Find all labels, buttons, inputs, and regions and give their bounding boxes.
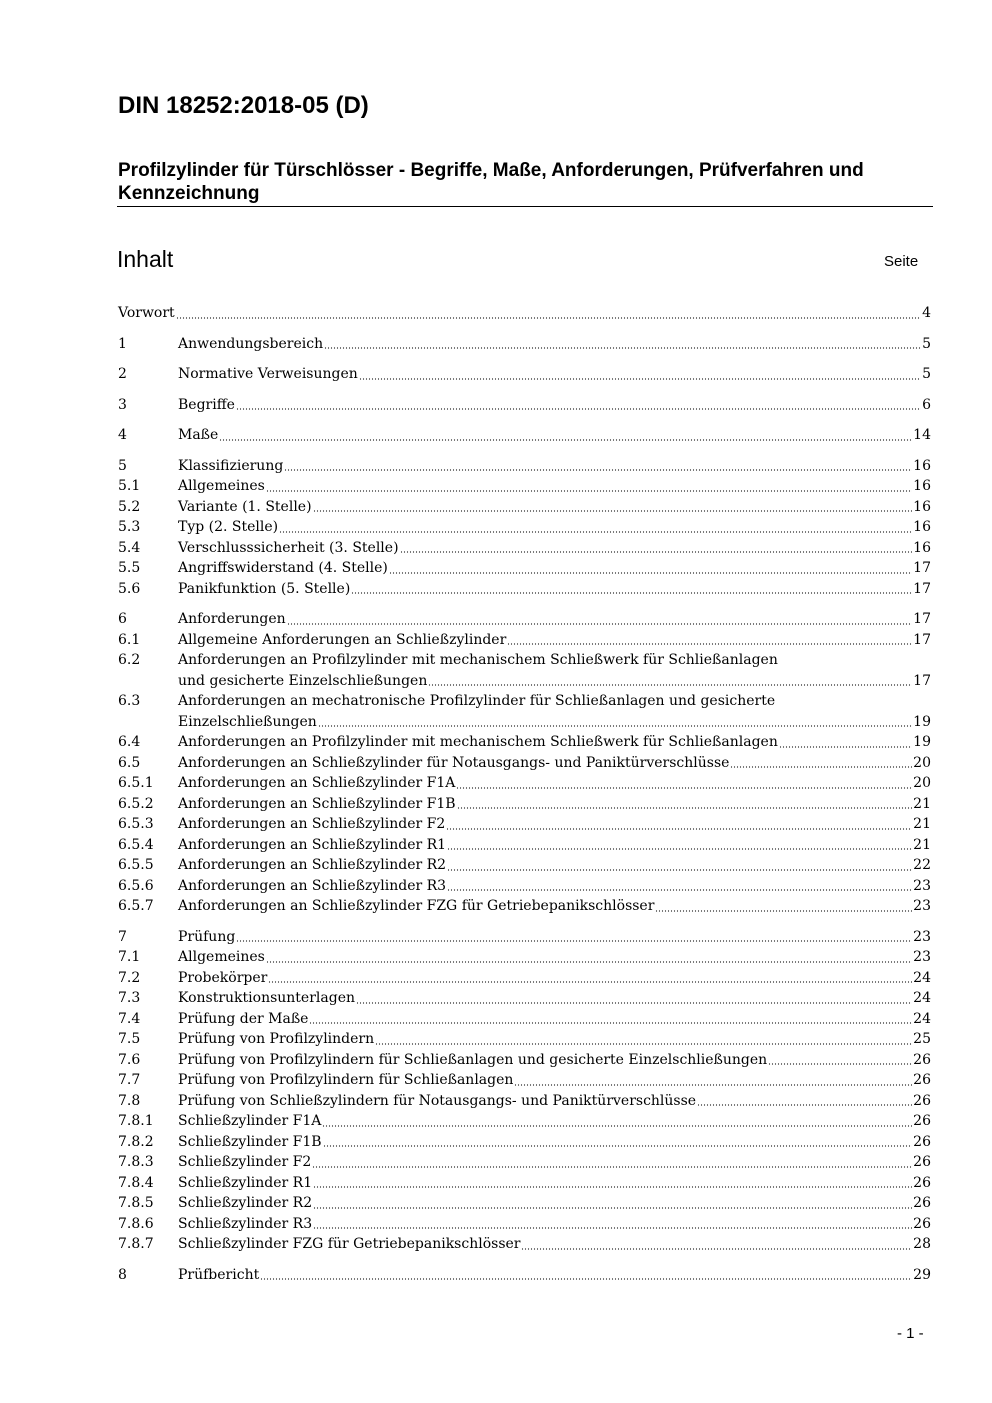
- toc-dot-leader: [322, 1125, 912, 1127]
- toc-entry-title: Anforderungen: [178, 611, 286, 627]
- toc-entry[interactable]: [118, 650, 931, 691]
- toc-entry-number: 7.8.4: [118, 1174, 154, 1191]
- toc-entry-title: Panikfunktion (5. Stelle): [178, 580, 351, 597]
- toc-entry-page: 24: [913, 969, 931, 986]
- toc-entry-title: Schließzylinder R3: [178, 1215, 313, 1232]
- toc-entry-number: 6.5.2: [118, 795, 154, 812]
- toc-entry-title-continued: Einzelschließungen: [178, 713, 317, 730]
- toc-dot-leader: [313, 1227, 912, 1229]
- toc-dot-leader: [266, 490, 912, 492]
- toc-dot-leader: [456, 787, 912, 789]
- toc-entry-title: Konstruktionsunterlagen: [178, 990, 355, 1006]
- toc-entry-number: 7.3: [118, 990, 141, 1006]
- document-title: DIN 18252:2018-05 (D): [118, 92, 369, 119]
- toc-dot-leader: [697, 1104, 912, 1106]
- toc-entry-title: Verschlusssicherheit (3. Stelle): [178, 539, 399, 556]
- toc-entry-number: 7.8.6: [118, 1215, 154, 1232]
- toc-entry[interactable]: [118, 876, 931, 897]
- header-divider: [117, 206, 933, 207]
- toc-entry-title: Schließzylinder R1: [178, 1174, 313, 1191]
- toc-entry-page: 16: [913, 539, 931, 556]
- toc-entry-number: 5: [118, 457, 127, 474]
- toc-entry-page: 28: [913, 1236, 931, 1252]
- toc-entry-number: 5.6: [118, 580, 141, 597]
- toc-entry-page: 26: [913, 1195, 931, 1211]
- toc-dot-leader: [356, 1002, 912, 1004]
- toc-dot-leader: [260, 1278, 912, 1280]
- toc-entry-number: 4: [118, 427, 127, 443]
- toc-entry-number: 5.2: [118, 498, 141, 515]
- toc-entry-title: Probekörper: [178, 969, 268, 986]
- toc-entry-page: 23: [913, 877, 931, 894]
- toc-entry-number: 7.7: [118, 1072, 141, 1088]
- toc-dot-leader: [768, 1063, 912, 1065]
- toc-entry-number: 6.5: [118, 754, 141, 771]
- toc-dot-leader: [313, 1186, 912, 1188]
- toc-entry-title: Anforderungen an Schließzylinder R2: [178, 857, 447, 873]
- toc-entry-number: 5.3: [118, 519, 141, 535]
- toc-entry[interactable]: [118, 1265, 931, 1286]
- toc-entry[interactable]: [118, 579, 931, 600]
- toc-entry[interactable]: [118, 395, 931, 416]
- toc-entry-number: 2: [118, 366, 127, 382]
- toc-entry-title: Anforderungen an Schließzylinder F1B: [178, 795, 456, 812]
- toc-entry-title-continued: und gesicherte Einzelschließungen: [178, 672, 428, 689]
- toc-entry-number: 7.8.7: [118, 1236, 154, 1252]
- toc-dot-leader: [514, 1084, 912, 1086]
- toc-entry-title: Schließzylinder R2: [178, 1195, 313, 1211]
- toc-entry-title: Anforderungen an Schließzylinder F2: [178, 816, 446, 832]
- toc-entry-page: 23: [913, 898, 931, 914]
- toc-entry-title: Anforderungen an Schließzylinder für Notausgangs- und Paniktürverschlüsse: [178, 754, 730, 771]
- toc-entry-page: 23: [913, 949, 931, 965]
- toc-entry-page: 19: [913, 734, 931, 750]
- toc-entry-title: Schließzylinder FZG für Getriebepanikschlösser: [178, 1236, 521, 1252]
- toc-entry-page: 26: [913, 1113, 931, 1129]
- toc-dot-leader: [447, 848, 912, 850]
- toc-entry-title: Schließzylinder F2: [178, 1154, 312, 1170]
- toc-entry[interactable]: [118, 303, 931, 324]
- toc-entry[interactable]: [118, 896, 931, 917]
- toc-entry-title: Prüfbericht: [178, 1266, 260, 1283]
- toc-dot-leader: [266, 961, 912, 963]
- toc-entry[interactable]: [118, 1214, 931, 1235]
- toc-entry-title: Anforderungen an Profilzylinder mit mechanischem Schließwerk für Schließanlagen: [178, 652, 778, 668]
- toc-entry-title: Anforderungen an Profilzylinder mit mechanischem Schließwerk für Schließanlagen: [178, 734, 778, 750]
- toc-entry[interactable]: [118, 1050, 931, 1071]
- toc-entry[interactable]: [118, 1070, 931, 1091]
- toc-entry-number: 6.4: [118, 734, 141, 750]
- toc-entry-page: 26: [913, 1154, 931, 1170]
- toc-entry-number: 7.8.2: [118, 1133, 154, 1150]
- toc-entry-number: 3: [118, 396, 127, 413]
- toc-entry-title: Klassifizierung: [178, 457, 284, 474]
- toc-entry-page: 19: [913, 713, 931, 730]
- toc-entry[interactable]: [118, 1152, 931, 1173]
- toc-entry-number: 7.8.3: [118, 1154, 154, 1170]
- toc-entry[interactable]: [118, 855, 931, 876]
- toc-entry[interactable]: [118, 425, 931, 446]
- toc-entry[interactable]: [118, 1111, 931, 1132]
- toc-entry-title: Begriffe: [178, 396, 235, 413]
- toc-entry-page: 17: [913, 611, 931, 627]
- toc-entry-page: 21: [913, 795, 931, 812]
- toc-entry-page: 21: [913, 836, 931, 853]
- toc-dot-leader: [359, 378, 921, 380]
- toc-dot-leader: [279, 531, 912, 533]
- toc-entry[interactable]: [118, 1173, 931, 1194]
- toc-entry-number: 6.5.5: [118, 857, 154, 873]
- toc-entry[interactable]: [118, 773, 931, 794]
- toc-entry-page: 6: [922, 396, 931, 413]
- toc-entry-title: Typ (2. Stelle): [178, 519, 279, 535]
- toc-dot-leader: [389, 572, 912, 574]
- toc-entry-number: 8: [118, 1266, 127, 1283]
- toc-entry[interactable]: [118, 630, 931, 651]
- toc-entry-page: 16: [913, 457, 931, 474]
- toc-entry-page: 14: [913, 427, 931, 443]
- toc-dot-leader: [268, 981, 912, 983]
- toc-entry-title: Anforderungen an Schließzylinder R1: [178, 836, 447, 853]
- toc-dot-leader: [779, 746, 912, 748]
- toc-heading: Inhalt: [117, 246, 174, 272]
- toc-entry-title: Anwendungsbereich: [178, 335, 324, 352]
- toc-entry-page: 23: [913, 928, 931, 945]
- toc-entry-title: Prüfung von Profilzylindern für Schließanlagen: [178, 1072, 514, 1088]
- toc-entry-page: 24: [913, 1010, 931, 1027]
- toc-entry[interactable]: [118, 1009, 931, 1030]
- toc-entry-page: 16: [913, 498, 931, 515]
- toc-entry-number: 6.2: [118, 652, 141, 668]
- toc-entry-page: 26: [913, 1215, 931, 1232]
- toc-entry[interactable]: [118, 968, 931, 989]
- toc-entry-title: Anforderungen an Schließzylinder R3: [178, 877, 447, 894]
- toc-dot-leader: [400, 551, 913, 553]
- toc-entry-title: Schließzylinder F1B: [178, 1133, 322, 1150]
- toc-entry-number: 5.1: [118, 478, 141, 494]
- toc-entry-title: Anforderungen an Schließzylinder F1A: [178, 775, 456, 791]
- toc-entry-page: 4: [922, 305, 931, 321]
- toc-entry[interactable]: [118, 988, 931, 1009]
- toc-dot-leader: [730, 766, 912, 768]
- toc-entry[interactable]: [118, 476, 931, 497]
- toc-entry-page: 17: [913, 560, 931, 576]
- toc-dot-leader: [655, 910, 912, 912]
- toc-entry[interactable]: [118, 753, 931, 774]
- toc-entry[interactable]: [118, 517, 931, 538]
- toc-dot-leader: [313, 1207, 912, 1209]
- toc-entry[interactable]: [118, 1029, 931, 1050]
- toc-entry-title: Normative Verweisungen: [178, 366, 358, 382]
- toc-entry-page: 25: [913, 1031, 931, 1047]
- toc-entry-number: 6.5.1: [118, 775, 154, 791]
- toc-dot-leader: [284, 469, 912, 471]
- toc-entry-number: 5.4: [118, 539, 141, 556]
- toc-dot-leader: [236, 408, 921, 410]
- toc-entry-number: 5.5: [118, 560, 141, 576]
- toc-entry[interactable]: [118, 1234, 931, 1255]
- toc-entry-page: 20: [913, 754, 931, 771]
- toc-dot-leader: [521, 1248, 912, 1250]
- toc-entry-page: 21: [913, 816, 931, 832]
- toc-entry-number: 6.5.4: [118, 836, 154, 853]
- toc-entry-page: 5: [922, 366, 931, 382]
- toc-entry-number: 7.8: [118, 1092, 141, 1109]
- toc-entry[interactable]: [118, 1193, 931, 1214]
- toc-entry-title: Anforderungen an mechatronische Profilzylinder für Schließanlagen und gesicherte: [178, 693, 776, 709]
- toc-entry[interactable]: [118, 732, 931, 753]
- toc-dot-leader: [428, 684, 912, 686]
- toc-entry-title: Prüfung von Schließzylindern für Notausgangs- und Paniktürverschlüsse: [178, 1092, 697, 1109]
- toc-entry[interactable]: [118, 1091, 931, 1112]
- toc-entry-title: Variante (1. Stelle): [178, 498, 312, 515]
- toc-entry-number: 7.8.5: [118, 1195, 154, 1211]
- toc-entry[interactable]: [118, 538, 931, 559]
- toc-dot-leader: [446, 828, 912, 830]
- page-number: - 1 -: [897, 1325, 924, 1342]
- toc-entry[interactable]: [118, 558, 931, 579]
- toc-entry[interactable]: [118, 835, 931, 856]
- toc-entry-title: Allgemeines: [178, 949, 265, 965]
- toc-entry-number: 6.5.3: [118, 816, 154, 832]
- toc-entry-title: Anforderungen an Schließzylinder FZG für Getriebepanikschlösser: [178, 898, 655, 914]
- toc-entry-page: 20: [913, 775, 931, 791]
- toc-entry-page: 17: [913, 580, 931, 597]
- toc-dot-leader: [287, 623, 913, 625]
- toc-entry-page: 26: [913, 1072, 931, 1088]
- toc-entry-page: 17: [913, 672, 931, 689]
- toc-entry-title: Prüfung von Profilzylindern für Schließanlagen und gesicherte Einzelschließungen: [178, 1051, 768, 1068]
- toc-entry-number: 6.5.6: [118, 877, 154, 894]
- toc-dot-leader: [457, 807, 913, 809]
- toc-dot-leader: [313, 510, 913, 512]
- toc-entry-title: Prüfung der Maße: [178, 1010, 309, 1027]
- toc-entry[interactable]: [118, 794, 931, 815]
- toc-entry-number: 6: [118, 611, 127, 627]
- toc-entry-page: 5: [922, 335, 931, 352]
- toc-entry[interactable]: [118, 691, 931, 732]
- toc-dot-leader: [219, 439, 912, 441]
- toc-entry-page: 24: [913, 990, 931, 1006]
- toc-entry-title: Prüfung: [178, 928, 236, 945]
- toc-dot-leader: [507, 643, 912, 645]
- toc-entry-number: 7.5: [118, 1031, 141, 1047]
- toc-entry-title: Angriffswiderstand (4. Stelle): [178, 560, 388, 576]
- toc-entry[interactable]: [118, 334, 931, 355]
- toc-entry-number: 6.1: [118, 631, 141, 648]
- toc-dot-leader: [447, 869, 912, 871]
- toc-entry[interactable]: [118, 947, 931, 968]
- document-subtitle: Profilzylinder für Türschlösser - Begriffe, Maße, Anforderungen, Prüfverfahren und Kennzeichnung: [118, 160, 864, 204]
- toc-entry[interactable]: [118, 1132, 931, 1153]
- toc-entry-title: Allgemeine Anforderungen an Schließzylinder: [178, 631, 507, 648]
- toc-dot-leader: [323, 1145, 913, 1147]
- toc-entry-page: 26: [913, 1133, 931, 1150]
- toc-entry-number: 7.4: [118, 1010, 141, 1027]
- toc-entry-page: 22: [913, 857, 931, 873]
- table-of-contents: [118, 303, 931, 1285]
- toc-entry[interactable]: [118, 609, 931, 630]
- toc-dot-leader: [351, 592, 912, 594]
- toc-entry-page: 26: [913, 1051, 931, 1068]
- toc-entry-number: 7.8.1: [118, 1113, 154, 1129]
- toc-entry-title: Maße: [178, 427, 219, 443]
- toc-dot-leader: [312, 1166, 912, 1168]
- toc-entry-number: 1: [118, 335, 127, 352]
- toc-entry-title: Prüfung von Profilzylindern: [178, 1031, 375, 1047]
- toc-page-column-label: Seite: [884, 253, 919, 270]
- toc-dot-leader: [447, 889, 912, 891]
- toc-dot-leader: [176, 317, 921, 319]
- toc-entry-title: Schließzylinder F1A: [178, 1113, 322, 1129]
- toc-entry-number: 7.2: [118, 969, 141, 986]
- toc-dot-leader: [309, 1022, 912, 1024]
- toc-entry-number: 6.3: [118, 693, 141, 709]
- toc-entry-page: 16: [913, 519, 931, 535]
- toc-dot-leader: [324, 347, 921, 349]
- toc-entry-page: 26: [913, 1174, 931, 1191]
- toc-entry-title: Vorwort: [118, 305, 175, 321]
- toc-entry-number: 7.1: [118, 949, 141, 965]
- toc-entry-number: 6.5.7: [118, 898, 154, 914]
- toc-entry-page: 26: [913, 1092, 931, 1109]
- toc-entry-page: 17: [913, 631, 931, 648]
- toc-entry-page: 16: [913, 478, 931, 494]
- toc-dot-leader: [318, 725, 912, 727]
- toc-entry-page: 29: [913, 1266, 931, 1283]
- toc-entry[interactable]: [118, 364, 931, 385]
- toc-dot-leader: [375, 1043, 912, 1045]
- toc-entry-number: 7: [118, 928, 127, 945]
- toc-entry[interactable]: [118, 456, 931, 477]
- toc-entry[interactable]: [118, 814, 931, 835]
- toc-dot-leader: [236, 940, 912, 942]
- toc-entry-title: Allgemeines: [178, 478, 265, 494]
- toc-entry[interactable]: [118, 927, 931, 948]
- toc-entry-number: 7.6: [118, 1051, 141, 1068]
- toc-entry[interactable]: [118, 497, 931, 518]
